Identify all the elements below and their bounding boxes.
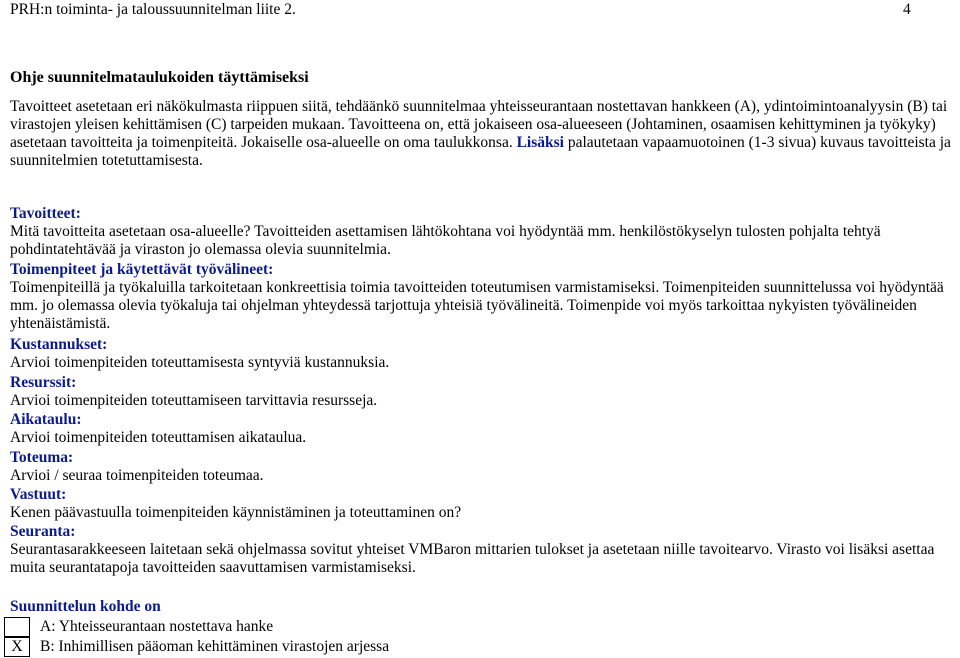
option-a-checkbox[interactable] — [4, 617, 30, 637]
option-b-label: B: Inhimillisen pääoman kehittäminen virastojen arjessa — [40, 638, 390, 655]
section-text-seuranta: Seurantasarakkeeseen laitetaan sekä ohjelmassa sovitut yhteiset VMBaron mittarien tulokset ja asetetaan niille tavoitearvo. Virasto voi lisäksi asettaa muita seurantatapoja tavoitteiden saavuttamisen varmistamiseksi. — [10, 541, 935, 576]
section-text-vastuut: Kenen päävastuulla toimenpiteiden käynnistäminen ja toteuttaminen on? — [10, 504, 462, 521]
section-text-toteuma: Arvioi / seuraa toimenpiteiden toteumaa. — [10, 467, 264, 484]
option-b-checkbox[interactable]: X — [4, 637, 30, 657]
section-label-aikataulu: Aikataulu: — [10, 411, 82, 428]
page-number: 4 — [903, 1, 911, 18]
section-text-aikataulu: Arvioi toimenpiteiden toteuttamisen aikataulua. — [10, 429, 307, 446]
section-text-toimenpiteet: Toimenpiteillä ja työkaluilla tarkoitetaan konkreettisia toimia tavoitteiden toteutumisen varmistamiseksi. Toimenpiteiden suunnittelussa voi hyödyntää mm. jo olemassa olevia työkaluja tai ohjelman yhteydessä tarjottuja yhteisiä työvälineitä. Toimenpide voi myös tarkoittaa nykyisten työvälineiden yhtenäistämistä. — [10, 279, 944, 332]
section-label-seuranta: Seuranta: — [10, 523, 76, 540]
section-label-resurssit: Resurssit: — [10, 374, 77, 391]
intro-tail-text: palautetaan vapaamuotoinen (1-3 sivua) kuvaus tavoitteista ja suunnitelmien totetuttamisesta. — [10, 134, 951, 169]
section-text-tavoitteet: Mitä tavoitteita asetetaan osa-alueelle? Tavoitteiden asettamisen lähtökohtana voi hyödyntää mm. henkilöstökyselyn tulosten pohjalta tehtyä pohdintatehtävää ja viraston jo olemassa olevia suunnitelmia. — [10, 223, 881, 258]
section-label-tavoitteet: Tavoitteet: — [10, 205, 81, 222]
intro-lisaksi-label: Lisäksi — [516, 134, 564, 151]
section-label-kustannukset: Kustannukset: — [10, 336, 108, 353]
section-text-resurssit: Arvioi toimenpiteiden toteuttamiseen tarvittavia resursseja. — [10, 392, 378, 409]
section-label-toteuma: Toteuma: — [10, 449, 74, 466]
section-label-toimenpiteet: Toimenpiteet ja käytettävät työvälineet: — [10, 261, 274, 278]
intro-text: Tavoitteet asetetaan eri näkökulmasta riippuen siitä, tehdäänkö suunnitelmaa yhteisseurantaan nostettavan hankkeen (A), ydintoimintoanalyysin (B) tai virastojen yleisen kehittämisen (C) tarpeiden mukaan. Tavoitteena on, että jokaiseen osa-alueeseen (Johtaminen, osaamisen kehittyminen ja työkyky) asetetaan tavoitteita ja toimenpiteitä. Jokaiselle osa-alueelle on oma taulukkonsa. — [10, 98, 948, 151]
option-a-label: A: Yhteisseurantaan nostettava hanke — [40, 618, 274, 635]
page-header-title: PRH:n toiminta- ja taloussuunnitelman liite 2. — [10, 1, 296, 18]
intro-paragraph — [10, 98, 955, 170]
document-heading: Ohje suunnitelmataulukoiden täyttämiseksi — [10, 69, 309, 86]
target-label: Suunnittelun kohde on — [10, 598, 161, 615]
section-text-kustannukset: Arvioi toimenpiteiden toteuttamisesta syntyviä kustannuksia. — [10, 354, 390, 371]
section-label-vastuut: Vastuut: — [10, 486, 67, 503]
